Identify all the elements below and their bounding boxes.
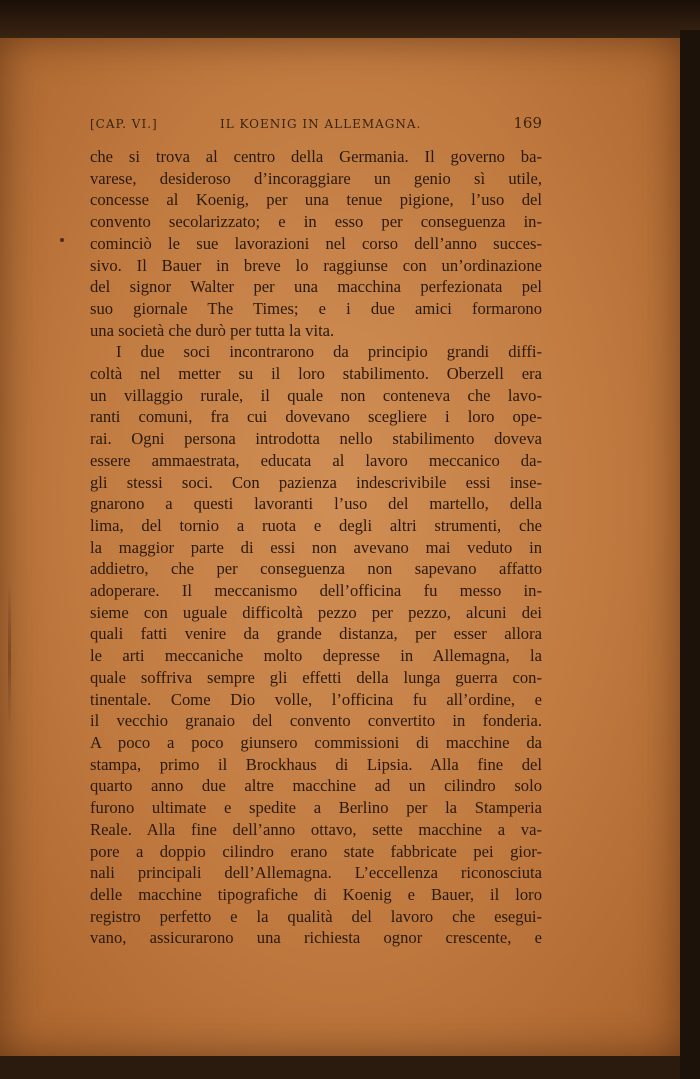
text-line: una società che durò per tutta la vita. <box>90 320 335 340</box>
text-line: concesse al Koenig, per una tenue pigione, l’uso del <box>90 190 542 210</box>
text-line: Reale. Alla fine dell’anno ottavo, sette macchine a va- <box>90 819 542 839</box>
text-line: addietro, che per conseguenza non sapevano affatto <box>90 559 542 579</box>
text-line: gli stessi soci. Con pazienza indescrivibile essi inse- <box>90 472 542 492</box>
text-line: pore a doppio cilindro erano state fabbricate pei gior- <box>90 841 542 861</box>
text-line: I due soci incontrarono da principio grandi diffi- <box>116 342 542 362</box>
text-line: adoperare. Il meccanismo dell’officina fu messo in- <box>90 581 542 601</box>
text-line: quali fatti venire da grande distanza, per esser allora <box>90 624 542 644</box>
text-line: suo giornale The Times; e i due amici formarono <box>90 298 542 318</box>
text-line: quarto anno due altre macchine ad un cilindro solo <box>90 776 542 796</box>
running-title: IL KOENIG IN ALLEMAGNA. <box>220 117 422 131</box>
text-line: furono ultimate e spedite a Berlino per la Stamperia <box>90 798 542 818</box>
text-line: ranti comuni, fra cui dovevano scegliere i loro ope- <box>90 407 542 427</box>
margin-mark <box>60 238 64 242</box>
running-header <box>90 114 542 139</box>
text-line: sieme con uguale difficoltà pezzo per pezzo, alcuni dei <box>90 602 542 622</box>
page-number: 169 <box>513 114 542 132</box>
text-line: sivo. Il Bauer in breve lo raggiunse con un’ordinazione <box>90 255 542 275</box>
text-line: il vecchio granaio del convento convertito in fonderia. <box>90 711 542 731</box>
text-line: tinentale. Come Dio volle, l’officina fu all’ordine, e <box>90 689 542 709</box>
scan-right-border <box>680 30 700 1079</box>
text-line: convento secolarizzato; e in esso per conseguenza in- <box>90 212 542 232</box>
text-line: rai. Ogni persona introdotta nello stabilimento doveva <box>90 429 542 449</box>
text-line: delle macchine tipografiche di Koenig e Bauer, il loro <box>90 884 542 904</box>
text-line: gnarono a questi lavoranti l’uso del martello, della <box>90 494 542 514</box>
text-line: nali principali dell’Allemagna. L’eccellenza riconosciuta <box>90 863 542 883</box>
page-stain <box>8 580 11 730</box>
text-line: quale soffriva sempre gli effetti della lunga guerra con- <box>90 667 542 687</box>
body-text <box>90 146 542 949</box>
text-line: stampa, primo il Brockhaus di Lipsia. Alla fine del <box>90 754 542 774</box>
text-line: varese, desideroso d’incoraggiare un genio sì utile, <box>90 168 542 188</box>
text-line: la maggior parte di essi non avevano mai veduto in <box>90 537 542 557</box>
text-line: registro perfetto e la qualità del lavoro che esegui- <box>90 906 542 926</box>
text-line: le arti meccaniche molto depresse in Allemagna, la <box>90 646 542 666</box>
chapter-label: [CAP. VI.] <box>90 117 158 131</box>
text-line: cominciò le sue lavorazioni nel corso dell’anno succes- <box>90 233 542 253</box>
text-line: del signor Walter per una macchina perfezionata pel <box>90 277 542 297</box>
text-line: che si trova al centro della Germania. Il governo ba- <box>90 147 542 166</box>
text-line: essere ammaestrata, educata al lavoro meccanico da- <box>90 450 542 470</box>
scan-top-border <box>0 0 700 38</box>
text-line: un villaggio rurale, il quale non conteneva che lavo- <box>90 385 542 405</box>
text-line: coltà nel metter su il loro stabilimento. Oberzell era <box>90 364 542 384</box>
text-line: lima, del tornio a ruota e degli altri strumenti, che <box>90 515 542 535</box>
text-line: A poco a poco giunsero commissioni di macchine da <box>90 732 542 752</box>
text-line: vano, assicurarono una richiesta ognor crescente, e <box>90 928 542 948</box>
